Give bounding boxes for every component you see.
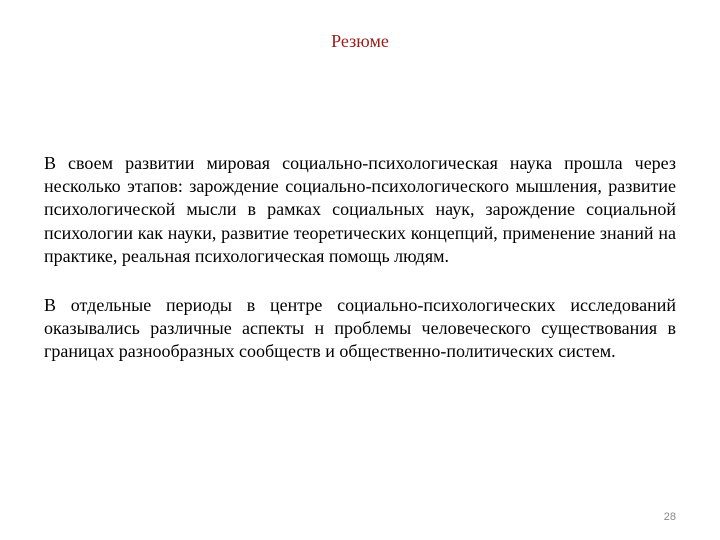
slide-title: Резюме bbox=[331, 31, 389, 51]
body-paragraph-2: В отдельные периоды в центре социально-психологических исследований оказывались различные аспекты н проблемы человеческого существования в границах разнообразных сообществ и общественно-политических систем. bbox=[44, 295, 676, 362]
slide-body bbox=[44, 152, 676, 364]
body-paragraph-1: В своем развитии мировая социально-психологическая наука прошла через несколько этапов: зарождение социально-психологического мышления, развитие психологической мысли в рамках социальных наук, зарождение социальной психологии как науки, развитие теоретических концепций, применение знаний на практике, реальная психологическая помощь людям. bbox=[44, 153, 676, 266]
page-number: 28 bbox=[663, 511, 676, 523]
